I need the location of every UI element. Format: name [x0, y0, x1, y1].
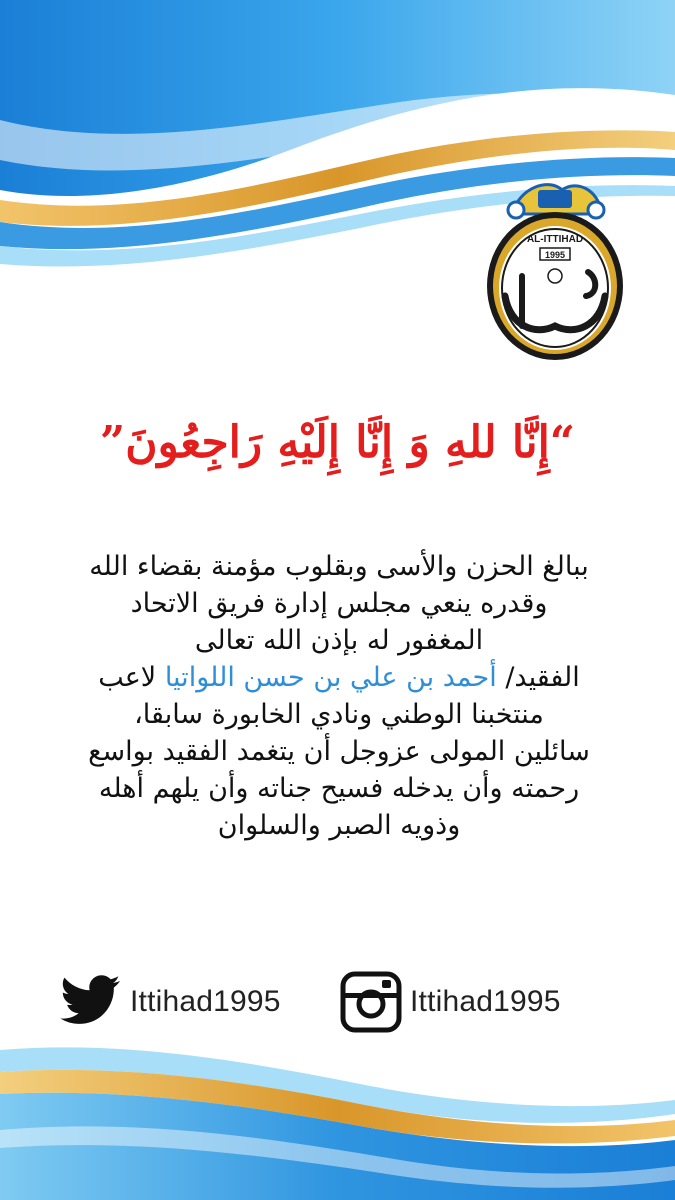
bottom-wave-decoration [0, 980, 675, 1200]
logo-caption: AL-ITTIHAD [526, 234, 584, 245]
logo-year: 1995 [544, 250, 566, 260]
message-line: رحمته وأن يدخله فسيح جناته وأن يلهم أهله [98, 773, 580, 804]
message-line: ببالغ الحزن والأسى وبقلوب مؤمنة بقضاء الله [89, 551, 589, 582]
deceased-prefix: الفقيد/ [505, 662, 580, 693]
deceased-name: أحمد بن علي بن حسن اللواتيا [164, 662, 497, 693]
message-line: سائلين المولى عزوجل أن يتغمد الفقيد بواسع [88, 736, 590, 767]
message-line: منتخبنا الوطني ونادي الخابورة سابقا، [134, 699, 544, 730]
message-line: المغفور له بإذن الله تعالى [194, 625, 484, 656]
instagram-handle: Ittihad1995 [410, 985, 561, 1018]
message-line-deceased [28, 659, 650, 696]
message-line: وذويه الصبر والسلوان [217, 810, 461, 841]
al-ittihad-club-logo [480, 176, 630, 364]
condolence-message [28, 548, 650, 844]
quran-verse: “إِنَّا للهِ وَ إِنَّا إِلَيْهِ رَاجِعُونَ” [99, 417, 576, 468]
twitter-handle: Ittihad1995 [130, 985, 281, 1018]
deceased-role: لاعب [98, 662, 157, 693]
message-line: وقدره ينعي مجلس إدارة فريق الاتحاد [130, 588, 548, 619]
